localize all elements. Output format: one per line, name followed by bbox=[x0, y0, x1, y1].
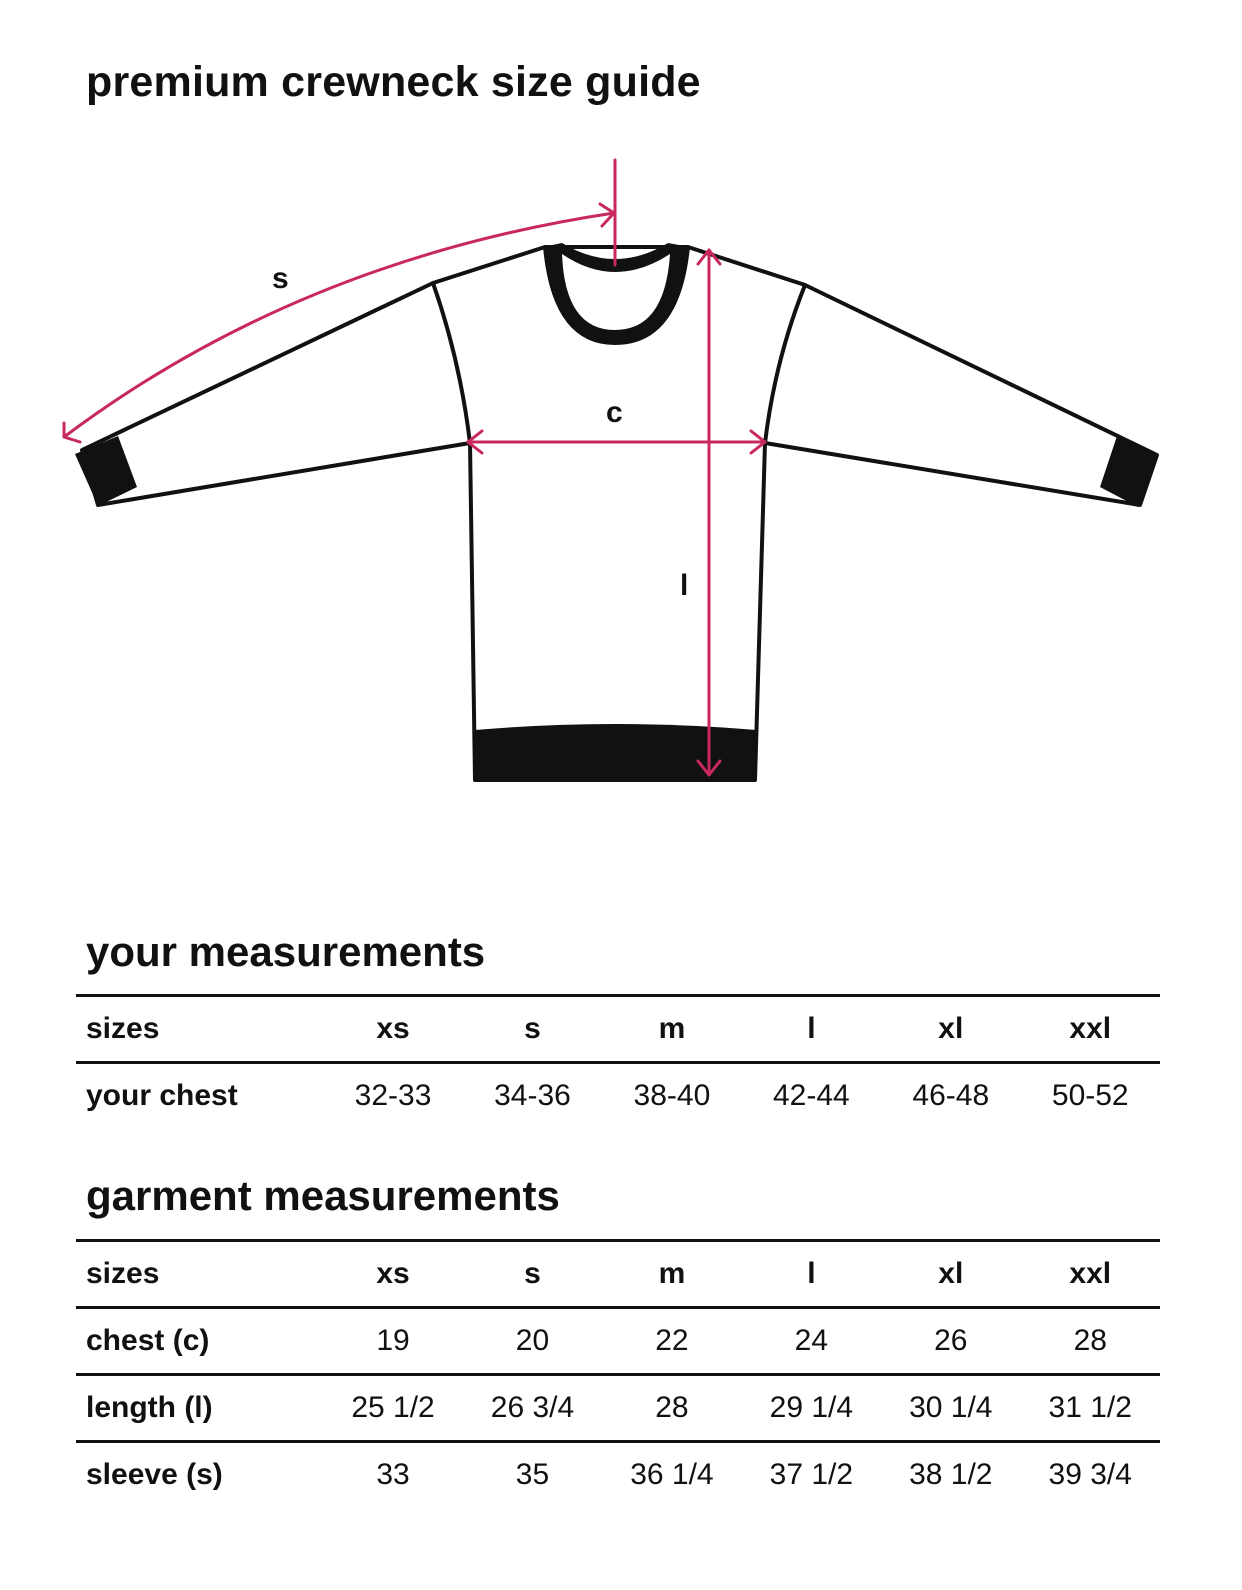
size-xl: xl bbox=[938, 1257, 964, 1290]
garment-measurements-title: garment measurements bbox=[86, 1172, 560, 1219]
cell: 42-44 bbox=[772, 1079, 850, 1112]
cell: 20 bbox=[515, 1324, 550, 1357]
left-cuff bbox=[75, 436, 137, 506]
size-xs: xs bbox=[376, 1012, 410, 1045]
cell: 33 bbox=[376, 1458, 410, 1491]
table-row bbox=[76, 1375, 1160, 1442]
waistband bbox=[475, 724, 757, 780]
cell: 35 bbox=[515, 1458, 550, 1491]
row-label: chest (c) bbox=[86, 1324, 210, 1357]
cell: 38-40 bbox=[633, 1079, 711, 1112]
size-xl: xl bbox=[938, 1012, 964, 1045]
cell: 32-33 bbox=[354, 1079, 432, 1112]
table-header-row bbox=[76, 996, 1160, 1063]
cell: 24 bbox=[794, 1324, 829, 1357]
header-label: sizes bbox=[86, 1257, 160, 1290]
table-row bbox=[76, 1308, 1160, 1375]
size-m: m bbox=[658, 1257, 686, 1290]
cell: 50-52 bbox=[1051, 1079, 1129, 1112]
size-m: m bbox=[658, 1012, 686, 1045]
size-s: s bbox=[524, 1257, 541, 1290]
cell: 28 bbox=[655, 1391, 689, 1424]
your-measurements-table bbox=[76, 994, 1160, 1128]
cell: 26 bbox=[934, 1324, 968, 1357]
row-label: your chest bbox=[86, 1079, 238, 1112]
cell: 36 1/4 bbox=[630, 1458, 714, 1491]
crewneck-diagram bbox=[0, 140, 1242, 820]
sleeve-measure-line bbox=[64, 213, 614, 437]
cell: 46-48 bbox=[912, 1079, 990, 1112]
length-label: l bbox=[680, 569, 689, 602]
table-header-row bbox=[76, 1241, 1160, 1308]
cell: 19 bbox=[376, 1324, 410, 1357]
right-cuff bbox=[1100, 436, 1158, 507]
cell: 30 1/4 bbox=[909, 1391, 993, 1424]
size-xxl: xxl bbox=[1069, 1257, 1112, 1290]
cell: 25 1/2 bbox=[351, 1391, 435, 1424]
cell: 22 bbox=[655, 1324, 689, 1357]
cell: 28 bbox=[1073, 1324, 1107, 1357]
cell: 29 1/4 bbox=[769, 1391, 854, 1424]
cell: 37 1/2 bbox=[769, 1458, 854, 1491]
cell: 38 1/2 bbox=[909, 1458, 993, 1491]
size-l: l bbox=[807, 1257, 816, 1290]
page-title: premium crewneck size guide bbox=[86, 58, 701, 106]
size-s: s bbox=[524, 1012, 541, 1045]
garment-measurements-table bbox=[76, 1239, 1160, 1507]
size-xxl: xxl bbox=[1069, 1012, 1112, 1045]
cell: 34-36 bbox=[494, 1079, 571, 1112]
your-measurements-title: your measurements bbox=[86, 928, 486, 975]
table-row bbox=[76, 1063, 1160, 1129]
header-label: sizes bbox=[86, 1012, 160, 1045]
table-row bbox=[76, 1442, 1160, 1508]
size-l: l bbox=[807, 1012, 816, 1045]
size-xs: xs bbox=[376, 1257, 410, 1290]
cell: 31 1/2 bbox=[1048, 1391, 1132, 1424]
cell: 39 3/4 bbox=[1048, 1458, 1132, 1491]
row-label: sleeve (s) bbox=[86, 1458, 223, 1491]
chest-label: c bbox=[606, 396, 623, 429]
cell: 26 3/4 bbox=[490, 1391, 575, 1424]
row-label: length (l) bbox=[86, 1391, 213, 1424]
sleeve-label: s bbox=[272, 262, 289, 295]
